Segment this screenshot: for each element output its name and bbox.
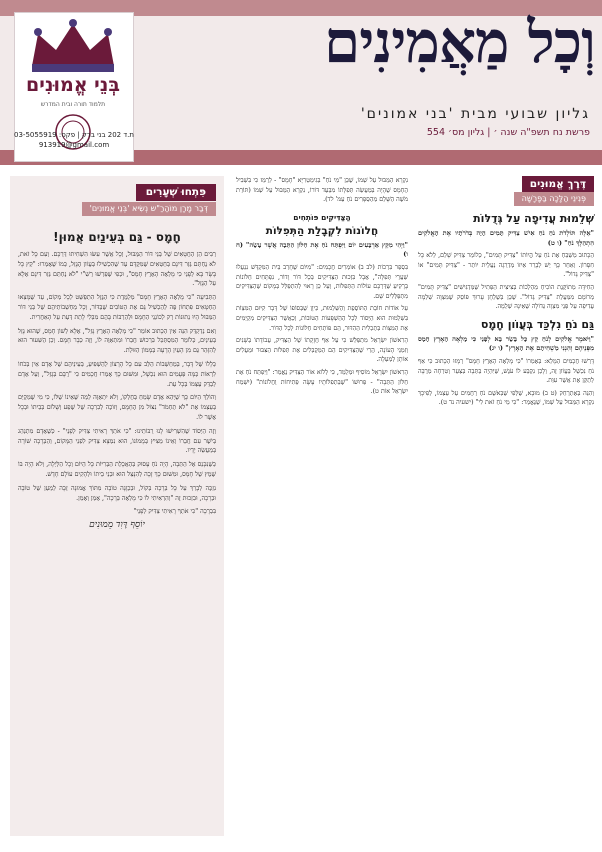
paragraph: וְאִם נְדַקְדֵּק הִנֵּה אֵין הַכָּתוּב אוֹמֵר "כִּי מָלְאָה הָאָרֶץ גָּזֵל", אֶלָּא לְשׁוֹן חָמָס, שֶׁהוּא גָּזֵל בְּעֵינַיִם, כְּלוֹמַר הַמִּסְתַּכֵּל בִּרְכוּשׁ חֲבֵרוֹ וּמִתְאַוֶּה לוֹ, וְזֶה כְּבָר חָמָס. וְכֵן הַשִּׁעוּר הוּא לְהִזָּהֵר גַּם מִן הָעַיִן הָרָעָה בְּמָמוֹן הַזּוּלַת. [18,327,216,355]
issue-line: פרשת נח תשפ"ה שנה ׳ | גליון מס׳ 554 [426,127,590,138]
column-right [418,176,594,411]
article-body [18,250,216,531]
closing-quote: בִּבְרָכָה "כִּי אֹתְךָ רָאִיתִי צַדִּיק לְפָנַי" [133,508,216,516]
paragraph: הַתְּבִיעָה "כִּי מָלְאָה הָאָרֶץ חָמָס" מְלַמֶּדֶת כִּי הַגֶּזֶל הִתְפַּשֵּׁט לְכָל מְקוֹם, עַד שֶׁמָּצְאוּ הַחַטָּאִים פִּתְחוֹן פֶּה לְהַכְשִׁיל גַּם אֶת הַטּוֹבִים שֶׁבַּדּוֹר, וְכָל מַחְשְׁבוֹתֵיהֶם שֶׁל בְּנֵי דּוֹר הַמַּבּוּל הָיוּ נְתוּנוֹת רַק לְכוֹנְנֵי הַחָמָס וּלְהַרְבּוֹת בָּהֶם מִבְּלִי לָתֵת דַּעַת עַל הָאַחֲרִית. [18,294,216,321]
paragraph: רַבִּים הֵן הַחֲטָאִים שֶׁל בְּנֵי דּוֹר הַמַּבּוּל, וְכָל אֲשֶׁר עִשּׂוּ הִשְׁחִיתוּ דַּרְכָּם. וְעִם כָּל זֹאת, לֹא נֶחְתַּם גְּזַר דִּינָם בְּחַטְאִים שֶׁמִּקֻּדָּם עַד שֶׁהִכְשִׁילוּ בְּעֲוֹון הֶגָּזֵל, כְּמוֹ שֶׁאָמְרוּ: "קֵץ כָּל בָּשָׂר בָּא לְפָנַי כִּי מָלְאָה הָאָרֶץ חָמָס", וּכְפִי שֶׁפֵּרְשׁוּ רַשִׁ"י "לֹא נֶחְתַּם גְּזַר דִּינָם אֶלָּא עַל הַגָּזֵל". [18,251,216,288]
crown-icon [26,18,120,74]
section-subtitle: פְּנִינֵי הַלָּכָה בַּפָּרָשָׁה [514,192,594,206]
paragraph: נִקְרָא הַמַּבּוּל עַל שְׁמוֹ, שֶׁכֵּן "מֵי נֹחַ" בְּגִימַטְרִיָּא "חָמָס" - לְרַמֵּז כִּי בִּשְׁבִיל הֶחָמָס שֶׁהָיָה בְּמַעֲשֵׂה תְּפִלָּתוֹ מִבַּעַד דּוֹרוֹ, נִקְרָא הַמַּבּוּל עַל שְׁמוֹ (תּוֹרַת מֹשֶׁה הַשָּׁלֵם מֵהַסְּפָרִים נֹחַ עַמּ' לד). [236,177,408,204]
paragraph: הַכָּתוּב מְשַׁבֵּחַ אֶת נֹחַ עַל הֱיוֹתוֹ "צַדִּיק תָּמִים", כְּלוֹמַר צַדִּיק שָׁלֵם, לְלֹא כָּל חִסָּרוֹן. וְאַחַר כָּךְ יֵשׁ לְבָרֵר אֵיזוֹ מַדְרֵגָה נַעֲלֵית יוֹתֵר - "צַדִּיק תָּמִים" אוֹ "צַדִּיק גָּדוֹל". [418,252,594,279]
paragraph: כְּלָלוֹ שֶׁל דָּבָר, בְּמַחְשְׁבוֹת הַלֵּב עִם כָּל הָרָצוֹן לְהַשְׁפִּיעַ, בְּעֵינֵיהֶם שֶׁל אָדָם אֵין בְּכֹחוֹ לִרְאוֹת כַּמָּה פְּעָמִים הוּא נִכְשָׁל, וּמִשּׁוּם כָּךְ אָמְרוּ חֲכָמִים כִּי "רֻבָּם בְּגָזֵל", וְעַל אָדָם לְבַדֵּק עַצְמוֹ בְּכָל עֵת. [18,360,216,388]
verse-quote: "וַיְהִי מִקֵּץ אַרְבָּעִים יוֹם וַיִּפְתַּח נֹחַ אֶת חַלּוֹן הַתֵּבָה אֲשֶׁר עָשָׂה" (ח ו) [236,240,408,259]
masthead-subtitle: גליון שבועי מבית 'בני אמונים' [360,106,590,122]
column-left [10,176,224,836]
logo-subtext: תלמוד תורה ובית המדרש [40,101,106,108]
article-heading: חָמָס - גַּם בְּעֵינַיִם אֲמוּן! [53,230,181,244]
paragraph: נִזְכֶּה לְבָרֵךְ עַל כָּל בְּרָכָה בְּקוֹל, וּבְכַוָּנָה טוֹבָה מִתּוֹךְ אֱמוּנָה זַכָּה לְמַעַן שֶׁל טוֹבָה וּבְרָכָה, וּבִזְכוּת זֶה "וְהִרְאִיתִי לוֹ כִּי מָלְאָה בְּרָכָה", אָמֵן וְאָמֵן. [18,484,216,502]
column-middle [236,176,408,400]
section-tag [418,176,594,206]
section-tag [18,184,216,222]
paragraph: כְּשֶׁנִּכָּנֵס אֶל הַתֵּבָה, הָיָה נֹחַ עָסוּק בְּהַאֲכָלַת הַבְּרִיּוֹת כָּל הַיּוֹם וְכָל הַלַּיְלָה, וְלֹא הָיָה בּוֹ שֶׁמֶץ שֶׁל חָמָס, וּמִשּׁוּם כָּךְ זָכָה לְהִנָּצֵל הוּא וּבְנֵי בֵיתוֹ וּלְהָקִים עוֹלָם חָדָשׁ. [18,461,216,478]
paragraph: הַחִידָּה מְתוֹקֶּנֶת הוֹכִיחַ מֵהַלְכוֹת בְּצִיצִית הַפְּתִיל שֶׁמַּדְגִּישִׁים "צַדִּיק תָּמִים" מְרוֹמָם מִמַּעֲלַת "צַדִּיק גָּדוֹל". שֶׁכֵּן בְּשֻׁלְחָן עָרוּךְ פּוֹסֵק שֶׁמִּצְוָה שְׁלֵמָה עֲדִיפָה עַל פְּנֵי מִצְוָה גְּדוֹלָה שֶׁאֵינָהּ שְׁלֵמָה. [418,283,594,311]
paragraph: הָרִאשׁוֹן יִשְׂרָאֵל מוֹסִיף וּמְלַמֵּד, כִּי לְלוֹא אוֹר הַצַּדִּיק נֶאֱמַר: "וַיִּפְתַּח נֹחַ אֶת חַלּוֹן הַתֵּבָה" - פֵּרוּשׁוֹ "שֶׁבְּתְפִלּוֹתָיו עָשָׂה פְּתִיחוֹת וַחֲלוֹנוֹת" (יִשְׁמַח יִשְׂרָאֵל אוֹת ט). [236,368,408,396]
paragraph: עַל אוֹדוֹת חוֹבַת הַתּוֹסֶפֶת וְהַשְּׁלֵמוּת, כֵּיוָן שֶׁבְּסוֹפוֹ שֶׁל דָּבָר קִיּוּם הַמִּצְוֹת בִּשְׁלֵמוּת הוּא הַיְּסוֹד לְכָל הַהַשְׁפָּעוֹת הַטּוֹבוֹת, וְכַאֲשֶׁר הַצַּדִּיקִים מְקַיְּמִים אֶת הַמִּצְוֹת בְּתַכְלִית הַהִדּוּר, הֵם פּוֹתְחִים חַלּוֹנוֹת לְכָל הַדּוֹר. [236,305,408,332]
verse-quote: "וַיֹּאמֶר אֱלֹקִים לְנֹחַ קֵץ כָּל בָּשָׂר בָּא לְפָנַי כִּי מָלְאָה הָאָרֶץ חָמָס מִפְּנֵיהֶם וְהִנְנִי מַשְׁחִיתָם אֶת הָאָרֶץ" (ו יג) [418,334,594,353]
section-title: דֶּרֶךְ אֱמוּנִים [522,176,594,192]
paragraph: דָּרְשׁוּ חֲכָמִים הַמָּלֵא: בְּאֶמְרוֹ "כִּי מָלְאָה הָאָרֶץ חָמָס" רְמָזוּ הַכָּתוּב כִּי אַף נֹחַ נִכְשַׁל בַּעֲוֹון זֶה, וְלָכֵן נִקְבַּע לוֹ עֹנֶשׁ, שֶׁיִּהְיֶה בַּתֵּבָה בְּצַעַר וְטִרְחָה מְרֻבָּה לְתַקֵּן אֶת אֲשֶׁר עִוֵּת. [418,357,594,385]
signature: יוֹסֵף דָּוִד מֵמוּנִים [89,520,145,531]
contact-email[interactable]: 913919@gmail.com [38,141,110,149]
logo-name: בְּנֵי אֱמוּנִים [26,74,120,96]
paragraph: בִּסְפַר בִּרְכוֹת (לב ב) אוֹמְרִים חֲכָמִים: "מִיּוֹם שֶׁחָרַב בֵּית הַמִּקְדָּשׁ נִנְעֲלוּ שַׁעֲרֵי תְּפִלָּה", אֲבָל בִּזְכוּת הַצַּדִּיקִים בְּכָל דּוֹר וָדוֹר, נִפְתָּחִים חַלּוֹנוֹת בָּרָקִיעַ שֶׁדַּרְכָּם עוֹלוֹת הַתְּפִלּוֹת, וְעַל כֵּן רָאוּי לְהִתְפַּלֵּל בְּמָקוֹם שֶׁהַצַּדִּיקִים מִתְפַּלְּלִים שָׁם. [236,263,408,300]
article-heading: חֲלוֹנוֹת לִקְבָלַת הַתְּפִלּוֹת [265,224,379,237]
paragraph: וְהוֹלֵךְ הַיּוֹם כָּךְ שֶׁיְּהֵא אָדָם שָׂמֵחַ בְּחֶלְקוֹ, וְלֹא יִתְאַוֶּה לְמַה שֶּׁאֵינוֹ שֶׁלּוֹ, כִּי מִי שֶׁמְּקַיֵּם בְּעַצְמוֹ אֶת "לֹא תַחְמֹד" נִצּוֹל מִן הֶחָמָס, וְזוֹכֶה לְבִרְכָה שֶׁל שֶׁפַע וְשָׁלוֹם בְּבֵיתוֹ וּבְכָל אֲשֶׁר לוֹ. [18,394,216,421]
section-subtitle: דְּבַר מָרָן מוֹהַרַ"ש נְשִׂיא 'בְּנֵי אֱמוּנִים' [82,202,216,216]
article-heading: גַּם נֹחַ נִלְכַּד בְּעֲוֹון חָמָס [480,317,594,331]
paragraph: וְזֶה הַיְּסוֹד שֶׁהִשְׁרִישׁוּ לָנוּ רַבּוֹתֵינוּ: "כִּי אֹתְךָ רָאִיתִי צַדִּיק לְפָנַי" - כְּשֶׁאָדָם מִתְנַהֵג בְּיֹשֶׁר עִם חֲבֵרוֹ וְאֵינוֹ מֵצִיץ בְּמָמוֹנוֹ, הוּא נִמְצָא צַדִּיק לִפְנֵי הַמָּקוֹם, וְהַבְּרָכָה שׁוֹרָה בְּמַעֲשֵׂה יָדָיו. [18,427,216,455]
article-kicker: הַצַּדִּיקִים פּוֹתְחִים [293,212,351,222]
column-left-inner [18,184,216,531]
article-heading: שְׁלֵמוּת עֲדִיפָה עַל גְּדֻלּוֹת [473,212,594,225]
section-title: פִּתְחוּ שְׁעָרִים [136,184,216,201]
verse-quote: "אֵלֶּה תּוֹלְדֹת נֹחַ נֹחַ אִישׁ צַדִּיק תָּמִים הָיָה בְּדֹרֹתָיו אֶת הָאֱלֹקִים הִתְהַלֶּךְ נֹחַ" (ו ט) [418,229,594,247]
paragraph: וְהִנֵּה בְּאֶתְרַחֵק (ט ב) מוּבָא, שֶׁלְּפִי שֶׁבְּאֹשֶׁם נֹחַ רַחֲמִים עַל עַצְמוֹ, לְפִיכָךְ נִקְרָא הַמַּבּוּל עַל שְׁמוֹ, שֶׁנֶּאֱמַר: "כִּי מֵי נֹחַ זֹאת לִי" (ישעיה נד ט). [418,389,594,407]
contact-line: ת.ד 202 בני ברק | פקס: 03-5055919 [14,131,134,139]
paragraph: הָרִאשׁוֹן יִשְׂרָאֵל מִתְפַּלְּשׁ כִּי עַל אַף חֲזָקָתוֹ שֶׁל הַצַּדִּיק, עֲבוֹדָתוֹ בְּשָׁנִים וְזִמְנֵי הָעוֹנָה, הֲרֵי שֶׁהַצַּדִּיקִים הֵם הַמְּקַבְּלִים אֶת תְּפִלּוֹת הַצִּבּוּר וּמַעֲלִים אוֹתָן לְמַעְלָה. [236,337,408,364]
masthead-title: וְכָל מַאֲמִינִים [324,8,595,76]
